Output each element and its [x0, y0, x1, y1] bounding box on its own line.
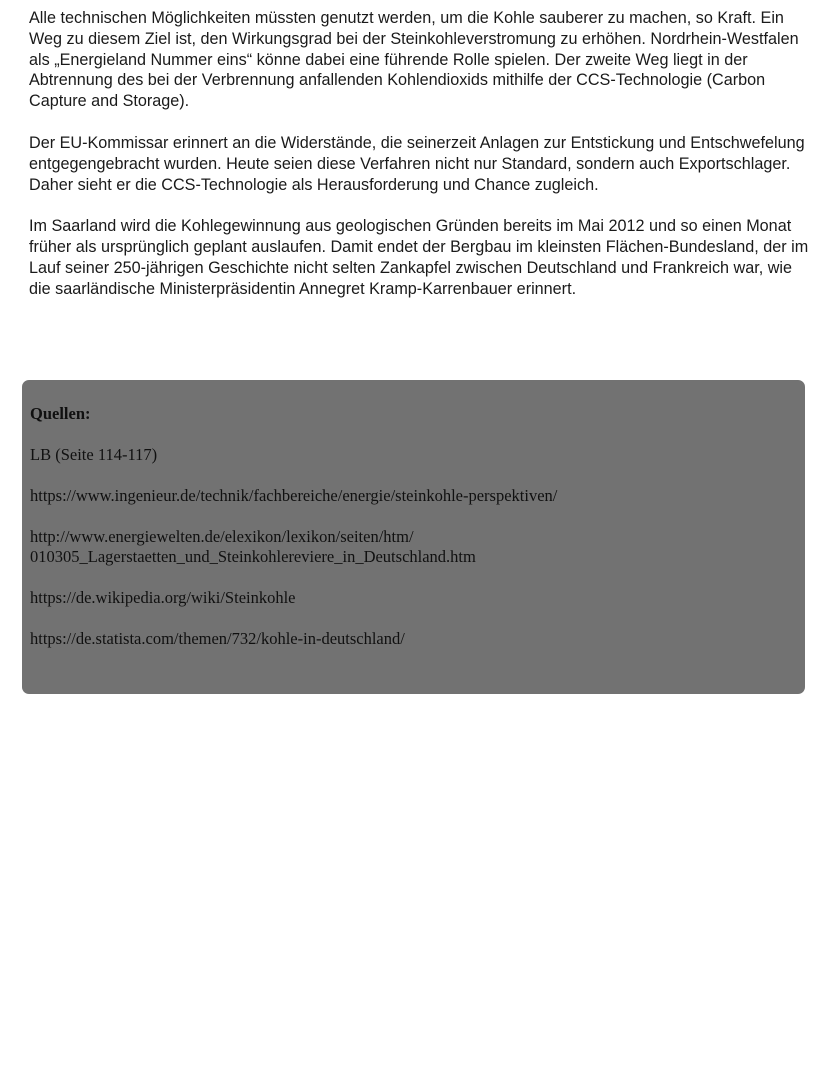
- source-link-wikipedia: https://de.wikipedia.org/wiki/Steinkohle: [30, 588, 296, 607]
- article-paragraph: Alle technischen Möglichkeiten müssten genutzt werden, um die Kohle sauberer zu machen, so Kraft. Ein Weg zu diesem Ziel ist, den Wirkungsgrad bei der Steinkohleverstromung zu erhöhen. Nordrhein-Westfalen als „Energieland Nummer eins“ könne dabei eine führende Rolle spielen. Der zweite Weg liegt in der Abtrennung des bei der Verbrennung anfallenden Kohlendioxids mithilfe der CCS-Technologie (Carbon Capture and Storage).: [29, 9, 799, 111]
- source-link-energiewelten: http://www.energiewelten.de/elexikon/lexikon/seiten/htm/ 010305_Lagerstaetten_und_Steinkohlereviere_in_Deutschland.htm: [30, 527, 476, 566]
- source-link-statista: https://de.statista.com/themen/732/kohle-in-deutschland/: [30, 629, 405, 648]
- article-body: [29, 8, 809, 321]
- source-book-reference: LB (Seite 114-117): [30, 445, 158, 464]
- article-paragraph: Der EU-Kommissar erinnert an die Widerstände, die seinerzeit Anlagen zur Entstickung und Entschwefelung entgegengebracht wurden. Heute seien diese Verfahren nicht nur Standard, sondern auch Exportschlager. Daher sieht er die CCS-Technologie als Herausforderung und Chance zugleich.: [29, 133, 805, 194]
- source-link-ingenieur: https://www.ingenieur.de/technik/fachbereiche/energie/steinkohle-perspektiven/: [30, 486, 558, 505]
- sources-heading: Quellen:: [30, 404, 91, 423]
- sources-box: [22, 380, 805, 694]
- article-paragraph: Im Saarland wird die Kohlegewinnung aus geologischen Gründen bereits im Mai 2012 und so einen Monat früher als ursprünglich geplant auslaufen. Damit endet der Bergbau im kleinsten Flächen-Bundesland, der im Lauf seiner 250-jährigen Geschichte nicht selten Zankapfel zwischen Deutschland und Frankreich war, wie die saarländische Ministerpräsidentin Annegret Kramp-Karrenbauer erinnert.: [29, 217, 809, 298]
